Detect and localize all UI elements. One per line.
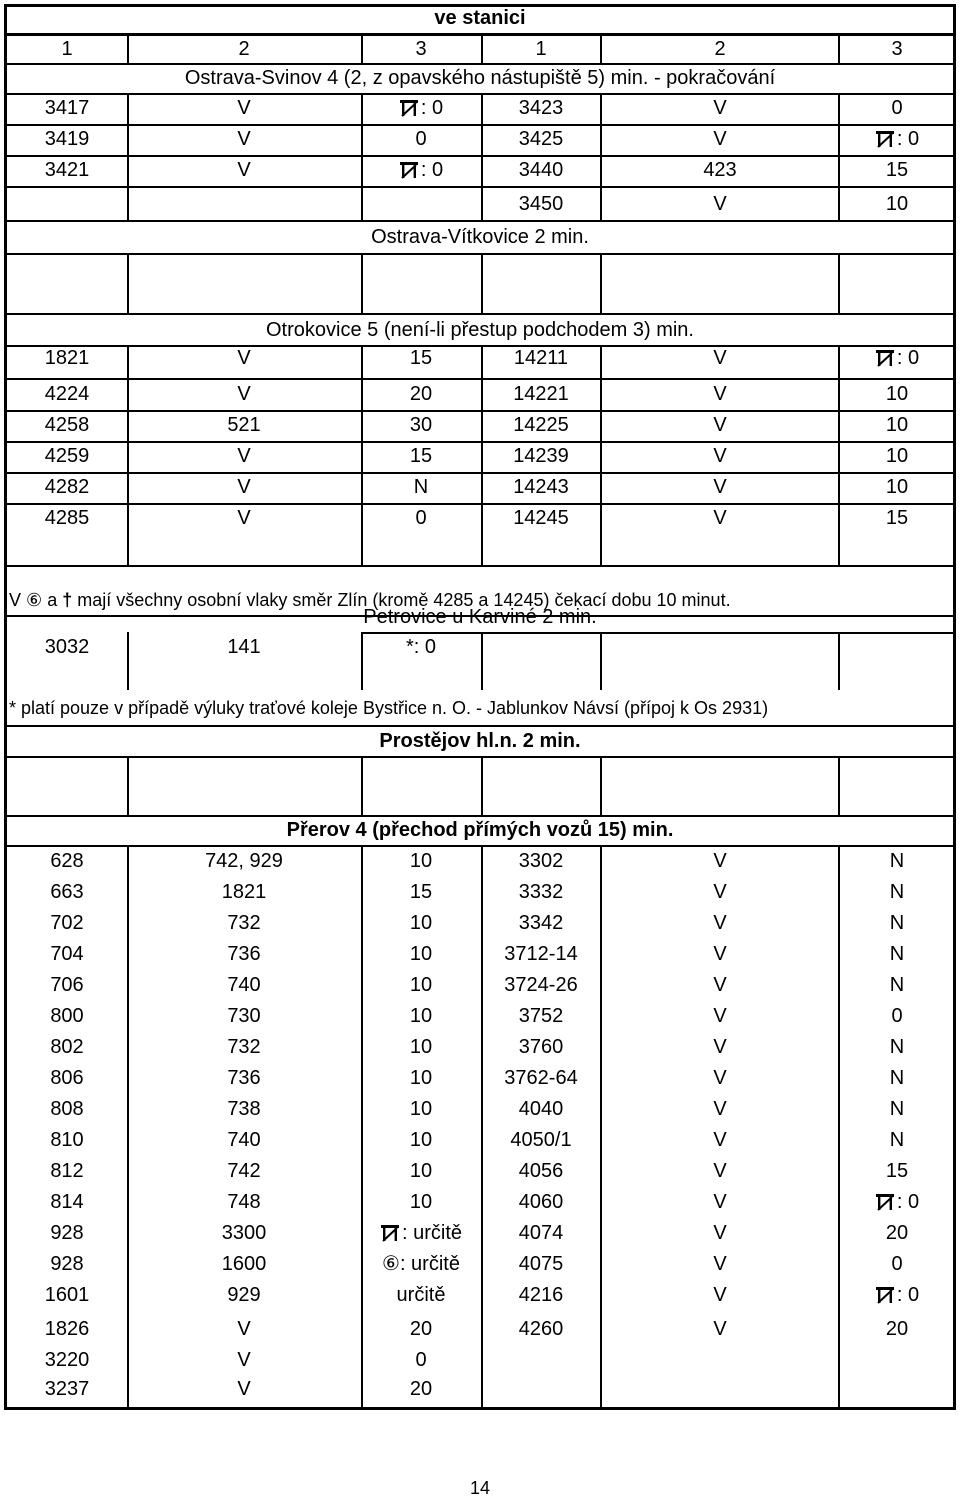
table-cell: 814 [50, 1191, 84, 1213]
table-cell: 1601 [44, 1284, 90, 1306]
table-cell: 1821 [221, 881, 267, 903]
table-cell: 4074 [518, 1222, 564, 1244]
row-rule [7, 186, 953, 188]
table-cell: 3724-26 [504, 974, 578, 996]
hammer-icon [875, 1286, 895, 1304]
table-cell: 4075 [518, 1253, 564, 1275]
column-header: 2 [238, 38, 250, 60]
table-cell: 10 [885, 445, 909, 467]
table-cell: 740 [227, 974, 261, 996]
table-cell: V [237, 1378, 251, 1400]
table-cell: V [713, 383, 727, 405]
table-cell: 806 [50, 1067, 84, 1089]
column-rule [361, 253, 363, 313]
table-cell: 20 [885, 1222, 909, 1244]
table-cell: V [237, 476, 251, 498]
column-header: 3 [891, 38, 903, 60]
table-cell: 0 [891, 1253, 903, 1275]
table-cell: 3342 [518, 912, 564, 934]
table-cell: N [889, 1067, 905, 1089]
table-cell: V [713, 476, 727, 498]
table-cell: 738 [227, 1098, 261, 1120]
table-cell: V [713, 97, 727, 119]
table-cell: 10 [885, 414, 909, 436]
row-rule [7, 845, 953, 847]
column-rule [838, 632, 840, 690]
table-cell: 15 [885, 507, 909, 529]
table-cell: 15 [409, 347, 433, 369]
table-cell: V [237, 159, 251, 181]
table-cell: V [713, 1036, 727, 1058]
table-cell: V [237, 1349, 251, 1371]
table-cell: V [713, 445, 727, 467]
table-cell: V [713, 1098, 727, 1120]
table-cell: 10 [885, 476, 909, 498]
section-title: Přerov 4 (přechod přímých vozů 15) min. [286, 819, 674, 841]
table-cell: V [713, 1160, 727, 1182]
table-cell: ⑥: určitě [382, 1253, 460, 1275]
table-cell: 3425 [518, 128, 564, 150]
note-conj: a [47, 590, 58, 610]
table-cell: : 0 [121, 158, 721, 182]
row-rule [7, 503, 953, 505]
page-number: 14 [469, 1478, 491, 1498]
table-cell: : 0 [597, 346, 960, 370]
table-cell: V [237, 128, 251, 150]
table-cell: 706 [50, 974, 84, 996]
column-rule [838, 756, 840, 815]
column-rule [838, 33, 840, 63]
column-rule [361, 33, 363, 63]
table-cell: 15 [885, 159, 909, 181]
column-rule [481, 33, 483, 63]
table-cell: N [889, 974, 905, 996]
table-cell: V [713, 1067, 727, 1089]
table-cell: 10 [409, 974, 433, 996]
table-cell: N [413, 476, 429, 498]
table-cell: 4282 [44, 476, 90, 498]
table-cell: 20 [885, 1318, 909, 1340]
table-cell: V [713, 507, 727, 529]
column-rule [600, 33, 602, 63]
hammer-icon [875, 349, 895, 367]
column-rule [127, 93, 129, 220]
table-cell: 3032 [44, 636, 90, 658]
table-cell: 10 [409, 1129, 433, 1151]
table-cell: 802 [50, 1036, 84, 1058]
row-rule [7, 253, 953, 255]
table-cell: 4224 [44, 383, 90, 405]
row-rule [7, 313, 953, 315]
table-cell: N [889, 912, 905, 934]
table-cell: 800 [50, 1005, 84, 1027]
column-rule [127, 33, 129, 63]
table-cell: 14245 [513, 507, 569, 529]
column-rule [127, 756, 129, 815]
table-cell: V [237, 507, 251, 529]
table-cell: 10 [409, 1036, 433, 1058]
row-rule [7, 756, 953, 758]
table-cell: 3300 [221, 1222, 267, 1244]
table-cell: 1600 [221, 1253, 267, 1275]
column-rule [481, 93, 483, 220]
row-rule [7, 815, 953, 817]
table-cell: V [713, 414, 727, 436]
table-cell: V [713, 347, 727, 369]
table-cell: 10 [409, 943, 433, 965]
table-cell: 3752 [518, 1005, 564, 1027]
table-cell: 748 [227, 1191, 261, 1213]
table-cell: 742, 929 [205, 850, 283, 872]
table-cell: 4259 [44, 445, 90, 467]
row-rule [7, 378, 953, 380]
timetable-sheet [4, 4, 956, 1410]
column-rule [600, 93, 602, 220]
table-cell: N [889, 1129, 905, 1151]
column-rule [361, 345, 363, 565]
table-cell: V [713, 1129, 727, 1151]
column-rule [361, 845, 363, 1407]
column-rule [600, 345, 602, 565]
table-cell: 10 [409, 1067, 433, 1089]
column-rule [838, 345, 840, 565]
section-note: * platí pouze v případě výluky traťové koleje Bystřice n. O. - Jablunkov Návsí (přípoj k Os 2931) [9, 698, 769, 718]
column-rule [127, 345, 129, 565]
section-title: Petrovice u Karviné 2 min. [363, 606, 597, 628]
table-cell: 15 [409, 881, 433, 903]
table-cell: 3712-14 [504, 943, 578, 965]
table-cell: V [713, 850, 727, 872]
column-rule [600, 756, 602, 815]
note-prefix: V [9, 590, 22, 610]
table-cell: 30 [409, 414, 433, 436]
table-cell: 10 [409, 1191, 433, 1213]
table-cell: V [237, 445, 251, 467]
table-cell: 742 [227, 1160, 261, 1182]
row-rule [7, 220, 953, 222]
column-rule [361, 756, 363, 815]
table-cell: 3760 [518, 1036, 564, 1058]
table-cell: V [713, 943, 727, 965]
column-rule [600, 632, 602, 690]
table-cell: 736 [227, 1067, 261, 1089]
table-cell: V [713, 1318, 727, 1340]
column-rule [838, 93, 840, 220]
column-rule [361, 93, 363, 220]
section-title: Ostrava-Svinov 4 (2, z opavského nástupiště 5) min. - pokračování [184, 67, 776, 89]
table-cell: 4258 [44, 414, 90, 436]
table-cell: 3440 [518, 159, 564, 181]
table-cell: 4056 [518, 1160, 564, 1182]
table-cell: 928 [50, 1222, 84, 1244]
table-cell: 3332 [518, 881, 564, 903]
table-cell: : určitě [121, 1221, 721, 1245]
table-cell: V [237, 347, 251, 369]
table-cell: 10 [409, 1098, 433, 1120]
table-cell: 0 [415, 507, 427, 529]
column-header: 1 [61, 38, 73, 60]
cross-icon: † [62, 590, 73, 610]
row-rule [7, 124, 953, 126]
table-cell: 4260 [518, 1318, 564, 1340]
table-cell: 812 [50, 1160, 84, 1182]
table-cell: 732 [227, 912, 261, 934]
table-cell: 702 [50, 912, 84, 934]
table-cell: 10 [885, 383, 909, 405]
table-cell: 736 [227, 943, 261, 965]
table-cell: 740 [227, 1129, 261, 1151]
table-cell: 141 [227, 636, 261, 658]
table-cell: V [713, 1191, 727, 1213]
column-header: 1 [535, 38, 547, 60]
table-cell: 3220 [44, 1349, 90, 1371]
column-rule [481, 632, 483, 690]
table-cell: 730 [227, 1005, 261, 1027]
column-rule [838, 845, 840, 1407]
table-cell: V [713, 193, 727, 215]
table-cell: 20 [409, 1318, 433, 1340]
table-cell: 4040 [518, 1098, 564, 1120]
table-cell: 0 [891, 97, 903, 119]
table-cell: 3423 [518, 97, 564, 119]
table-cell: 10 [409, 850, 433, 872]
table-cell: 810 [50, 1129, 84, 1151]
table-cell: 4216 [518, 1284, 564, 1306]
table-cell: : 0 [597, 127, 960, 151]
table-cell: 4285 [44, 507, 90, 529]
table-cell: V [713, 881, 727, 903]
table-cell: N [889, 1098, 905, 1120]
table-cell: 10 [409, 1005, 433, 1027]
table-cell: : 0 [597, 1283, 960, 1307]
section-title: Otrokovice 5 (není-li přestup podchodem 3) min. [266, 319, 694, 341]
column-rule [481, 845, 483, 1407]
table-cell: 0 [415, 128, 427, 150]
row-rule [7, 63, 953, 65]
table-cell: 14221 [513, 383, 569, 405]
table-cell: 14243 [513, 476, 569, 498]
table-cell: 20 [409, 383, 433, 405]
row-rule [7, 93, 953, 95]
table-cell: 14211 [513, 347, 569, 369]
table-cell: V [237, 1318, 251, 1340]
table-cell: 15 [885, 1160, 909, 1182]
table-cell: 4050/1 [510, 1129, 572, 1151]
hammer-icon [875, 1193, 895, 1211]
column-header: 3 [415, 38, 427, 60]
table-cell: 3762-64 [504, 1067, 578, 1089]
row-rule [7, 33, 953, 36]
table-cell: 15 [409, 445, 433, 467]
column-header: 2 [714, 38, 726, 60]
table-cell: V [713, 1253, 727, 1275]
table-cell: 732 [227, 1036, 261, 1058]
table-cell: V [713, 128, 727, 150]
table-cell: V [713, 1284, 727, 1306]
table-cell: 14225 [513, 414, 569, 436]
table-cell: V [713, 974, 727, 996]
table-cell: 3237 [44, 1378, 90, 1400]
table-cell: V [713, 912, 727, 934]
table-cell: 704 [50, 943, 84, 965]
table-cell: 3421 [44, 159, 90, 181]
table-cell: V [237, 383, 251, 405]
table-cell: N [889, 850, 905, 872]
column-rule [127, 632, 129, 690]
row-rule [7, 565, 953, 567]
section-title: Ostrava-Vítkovice 2 min. [371, 226, 589, 248]
row-rule [361, 632, 953, 634]
table-cell: 0 [891, 1005, 903, 1027]
table-cell: 3419 [44, 128, 90, 150]
column-rule [481, 756, 483, 815]
table-cell: 1826 [44, 1318, 90, 1340]
hammer-icon [875, 130, 895, 148]
table-cell: N [889, 1036, 905, 1058]
table-cell: 4060 [518, 1191, 564, 1213]
circled-six: ⑥ [26, 590, 43, 610]
table-cell: 3417 [44, 97, 90, 119]
table-cell: 929 [227, 1284, 261, 1306]
table-cell: 14239 [513, 445, 569, 467]
column-rule [600, 253, 602, 313]
table-cell: V [713, 1005, 727, 1027]
section-title: Prostějov hl.n. 2 min. [379, 730, 581, 752]
row-rule [7, 441, 953, 443]
table-cell: : 0 [597, 1190, 960, 1214]
row-rule [7, 155, 953, 157]
column-rule [838, 253, 840, 313]
table-cell: 3302 [518, 850, 564, 872]
table-cell: N [889, 943, 905, 965]
table-cell: V [713, 1222, 727, 1244]
table-cell: 628 [50, 850, 84, 872]
column-rule [481, 253, 483, 313]
table-cell: 0 [415, 1349, 427, 1371]
column-rule [127, 253, 129, 313]
column-rule [361, 632, 363, 690]
row-rule [7, 725, 953, 727]
table-cell: 808 [50, 1098, 84, 1120]
table-cell: : 0 [121, 96, 721, 120]
table-cell: 423 [703, 159, 737, 181]
table-cell: N [889, 881, 905, 903]
table-cell: 3450 [518, 193, 564, 215]
table-cell: 928 [50, 1253, 84, 1275]
table-cell: 663 [50, 881, 84, 903]
header-title: ve stanici [434, 7, 526, 29]
row-rule [7, 472, 953, 474]
column-rule [600, 845, 602, 1407]
table-cell: určitě [396, 1284, 446, 1306]
table-cell: 10 [409, 1160, 433, 1182]
column-rule [127, 845, 129, 1407]
column-rule [481, 345, 483, 565]
row-rule [7, 410, 953, 412]
table-cell: *: 0 [405, 636, 437, 658]
table-cell: 1821 [44, 347, 90, 369]
table-cell: 521 [227, 414, 261, 436]
table-cell: V [237, 97, 251, 119]
table-cell: 10 [885, 193, 909, 215]
note-text: mají všechny osobní vlaky směr Zlín (kromě 4285 a 14245) čekací dobu 10 minut. [77, 590, 731, 610]
table-cell: 10 [409, 912, 433, 934]
table-cell: 20 [409, 1378, 433, 1400]
